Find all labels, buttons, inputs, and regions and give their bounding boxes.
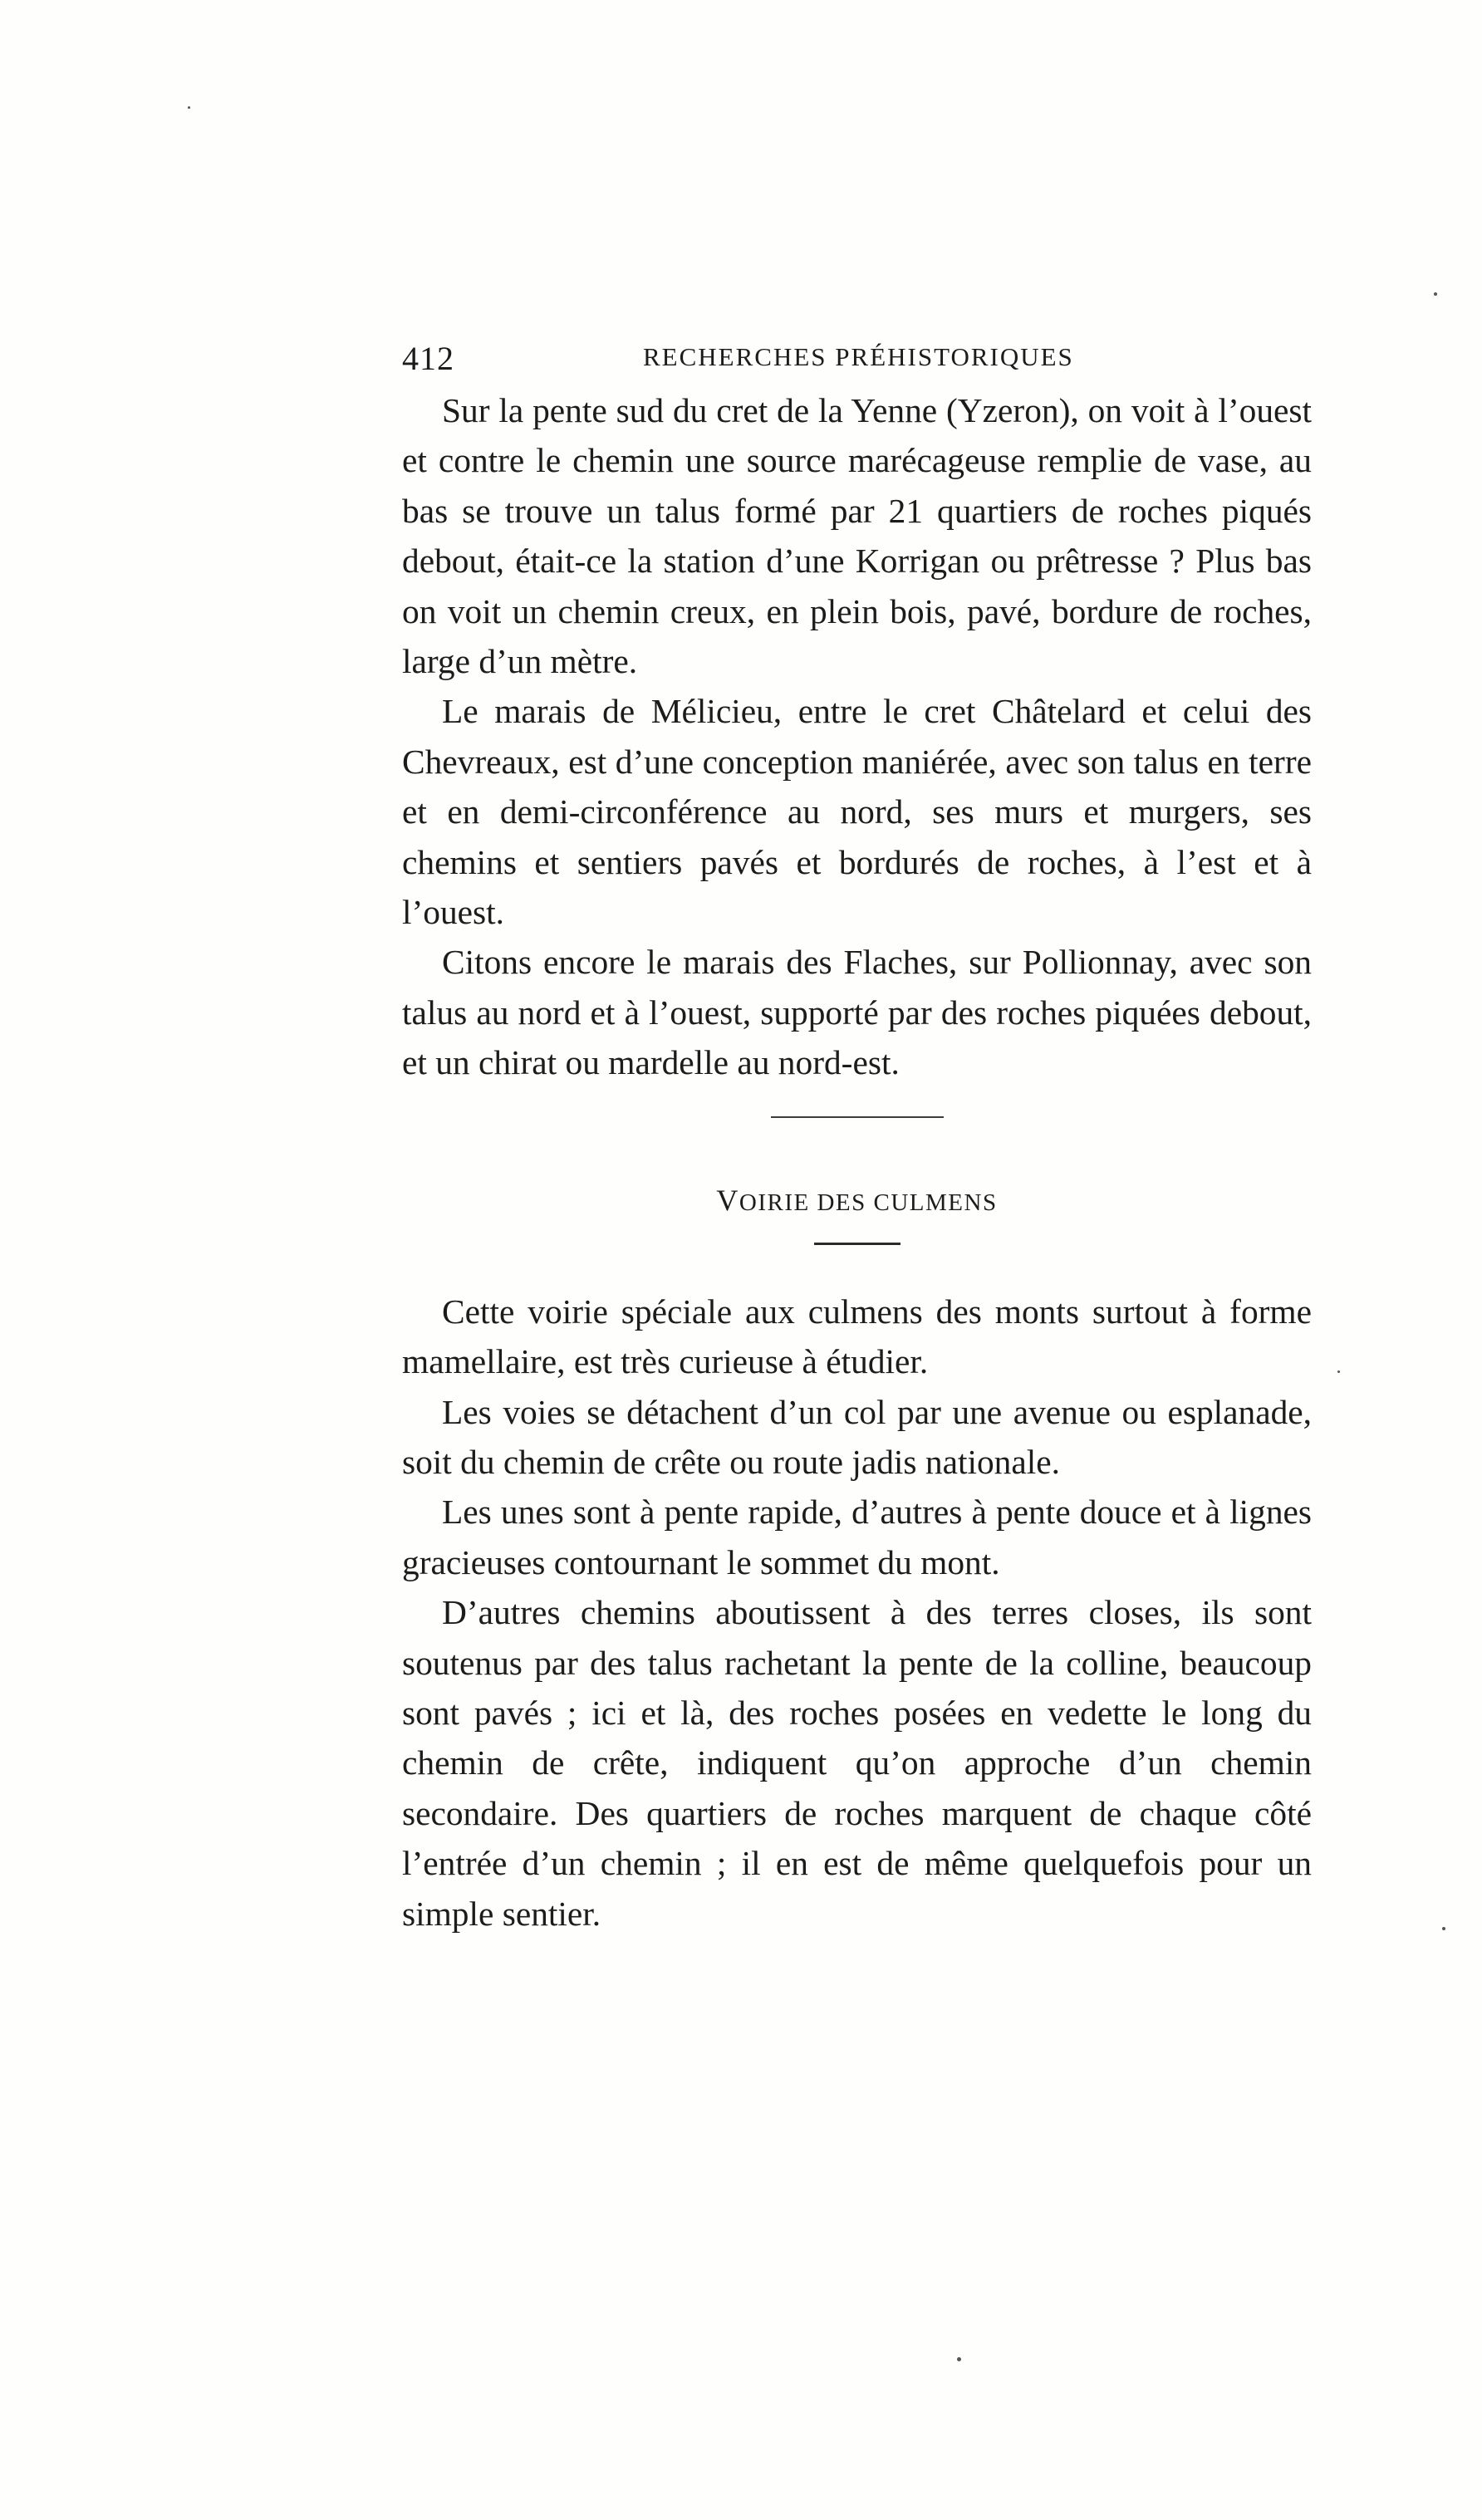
- section-title-rest: OIRIE DES CULMENS: [739, 1189, 998, 1216]
- section-title-underline: [814, 1243, 900, 1245]
- paper-speck: [1442, 1927, 1445, 1930]
- page-number: 412: [402, 340, 454, 377]
- running-head: [402, 339, 1312, 385]
- paper-speck: [957, 2357, 961, 2361]
- paper-speck: [1434, 292, 1437, 296]
- paragraph-chemins: D’autres chemins aboutissent à des terres closes, ils sont soutenus par des talus rachetant la pente de la colline, beaucoup sont pavés ; ici et là, des roches posées en vedette le long du chemin de crête, indiquent qu’on approche d’un chemin secondaire. Des quartiers de roches marquent de chaque côté l’entrée d’un chemin ; il en est de même quelquefois pour un simple sentier.: [402, 1593, 1312, 1933]
- text-column: [402, 339, 1312, 1939]
- section-divider: [771, 1116, 944, 1118]
- section-title-initial: V: [716, 1183, 739, 1217]
- paragraph-pentes: Les unes sont à pente rapide, d’autres à pente douce et à lignes gracieuses contournant le sommet du mont.: [402, 1493, 1312, 1581]
- paper-speck: [1337, 1370, 1340, 1373]
- section-body: [402, 1287, 1312, 1939]
- paragraph-voies: Les voies se détachent d’un col par une avenue ou esplanade, soit du chemin de crête ou route jadis nationale.: [402, 1392, 1312, 1481]
- paper-speck: [188, 106, 190, 109]
- paragraph-voirie: Cette voirie spéciale aux culmens des monts surtout à forme mamellaire, est très curieuse à étudier.: [402, 1292, 1312, 1381]
- paragraph-flaches: Citons encore le marais des Flaches, sur Pollionnay, avec son talus au nord et à l’ouest, supporté par des roches piquées debout, et un chirat ou mardelle au nord-est.: [402, 943, 1312, 1082]
- section-title: [402, 1183, 1312, 1218]
- running-title: RECHERCHES PRÉHISTORIQUES: [643, 342, 1074, 371]
- paragraph-melicieu: Le marais de Mélicieu, entre le cret Châtelard et celui des Chevreaux, est d’une conception maniérée, avec son talus en terre et en demi-circonférence au nord, ses murs et murgers, ses chemins et sentiers pavés et bordurés de roches, à l’est et à l’ouest.: [402, 692, 1312, 932]
- paragraph-yenne: Sur la pente sud du cret de la Yenne (Yzeron), on voit à l’ouest et contre le chemin une source marécageuse remplie de vase, au bas se trouve un talus formé par 21 quartiers de roches piqués debout, était-ce la station d’une Korrigan ou prêtresse ? Plus bas on voit un chemin creux, en plein bois, pavé, bordure de roches, large d’un mètre.: [402, 391, 1312, 681]
